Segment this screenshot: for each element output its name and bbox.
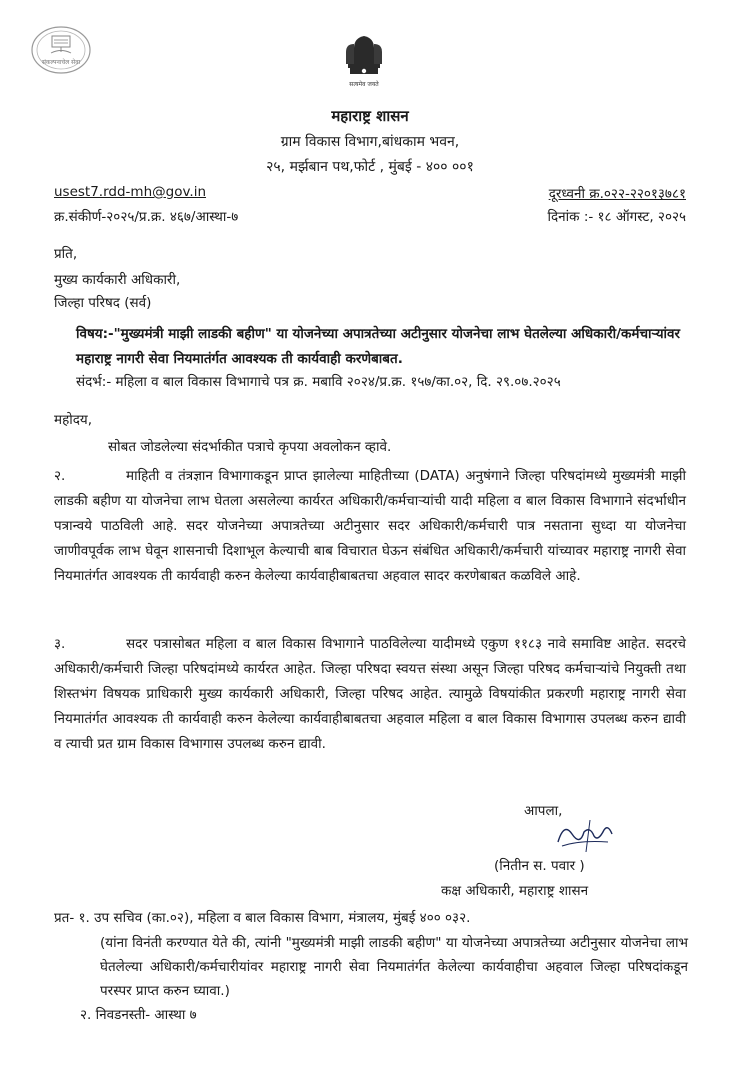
signature-image <box>550 812 620 860</box>
national-emblem-icon <box>336 30 392 92</box>
logo-left-text: संकल्पनाचेल सेवा <box>41 59 81 66</box>
paragraph-2-number: २. <box>54 468 66 484</box>
closing-yours: आपला, <box>524 803 563 819</box>
signatory-name: (नितीन स. पवार ) <box>494 858 585 874</box>
paragraph-2-text: माहिती व तंत्रज्ञान विभागाकडून प्राप्त झालेल्या माहितीच्या (DATA) अनुषंगाने जिल्हा परिषदांमध्ये मुख्यमंत्री माझी लाडकी बहीण या योजनेचा लाभ घेतला असलेल्या कार्यरत अधिकारी/कर्मचाऱ्यांची यादी महिला व बाल विकास विभागाने संदर्भाधीन पत्रान्वये पाठविली आहे. सदर योजनेच्या अपात्रतेच्या अटीनुसार सदर अधिकारी/कर्मचारी पात्र नसताना सुध्दा या योजनेचा जाणीवपूर्वक लाभ घेवून शासनाची दिशाभूल केल्याची बाब विचारात घेऊन संबंधित अधिकारी/कर्मचारी यांच्यावर महाराष्ट्र नागरी सेवा नियमातंर्गत आवश्यक ती कार्यवाही करुन केलेल्या कार्यवाहीबाबतचा अहवाल सादर करणेबाबत कळविले आहे. <box>54 468 686 584</box>
letterhead-title: महाराष्ट्र शासन <box>331 107 409 125</box>
copy-to-1-note: (यांना विनंती करण्यात येते की, त्यांनी "मुख्यमंत्री माझी लाडकी बहीण" या योजनेच्या अपात्रतेच्या अटीनुसार योजनेचा लाभ घेतलेल्या अधिकारी/कर्मचारीयांवर महाराष्ट्र नागरी सेवा नियमातंर्गत केलेल्या कार्यवाहीचा अहवाल जिल्हा परिषदांकडून परस्पर प्राप्त करुन घ्यावा.) <box>100 935 688 999</box>
paragraph-1: सोबत जोडलेल्या संदर्भाकीत पत्राचे कृपया अवलोकन व्हावे. <box>108 439 392 455</box>
copy-to-1: प्रत- १. उप सचिव (का.०२), महिला व बाल विकास विभाग, मंत्रालय, मुंबई ४०० ०३२. <box>54 910 471 926</box>
letterhead-department: ग्राम विकास विभाग,बांधकाम भवन, <box>280 134 460 150</box>
phone-number: दूरध्वनी क्र.०२२-२२०१३७८१ <box>548 186 686 202</box>
addressee-line-1: मुख्य कार्यकारी अधिकारी, <box>54 272 181 288</box>
paragraph-3-text: सदर पत्रासोबत महिला व बाल विकास विभागाने पाठविलेल्या यादीमध्ये एकुण ११८३ नावे समाविष्ट आहेत. सदरचे अधिकारी/कर्मचारी जिल्हा परिषदांमध्ये कार्यरत आहेत. जिल्हा परिषदा स्वयत्त संस्था असून जिल्हा परिषद कर्मचाऱ्यांचे नियुक्ती तथा शिस्तभंग विषयक प्राधिकारी मुख्य कार्यकारी अधिकारी, जिल्हा परिषद आहेत. त्यामुळे विषयांकीत प्रकरणी महाराष्ट्र नागरी सेवा नियमातंर्गत आवश्यक ती कार्यवाही करुन केलेल्या कार्यवाहीबाबतचा अहवाल महिला व बाल विकास विभागास उपलब्ध करुन द्यावी व त्याची प्रत ग्राम विकास विभागास उपलब्ध करुन द्यावी. <box>54 636 686 752</box>
paragraph-2 <box>54 464 686 589</box>
letter-date: दिनांक :- १८ ऑगस्ट, २०२५ <box>547 209 686 225</box>
paragraph-3-number: ३. <box>54 636 66 652</box>
addressee-line-2: जिल्हा परिषद (सर्व) <box>54 295 152 311</box>
reference-number: क्र.संकीर्ण-२०२५/प्र.क्र. ४६७/आस्था-७ <box>54 209 239 225</box>
letter-reference: संदर्भ:- महिला व बाल विकास विभागाचे पत्र क्र. मबावि २०२४/प्र.क्र. १५७/का.०२, दि. २९.०७.२०२५ <box>76 374 561 390</box>
emblem-motto: सत्यमेव जयते <box>349 81 379 88</box>
salutation: महोदय, <box>54 412 93 428</box>
signatory-designation: कक्ष अधिकारी, महाराष्ट्र शासन <box>441 883 589 899</box>
email-link[interactable]: usest7.rdd-mh@gov.in <box>54 184 207 200</box>
letter-subject: विषय:-"मुख्यमंत्री माझी लाडकी बहीण" या योजनेच्या अपात्रतेच्या अटीनुसार योजनेचा लाभ घेतलेल्या अधिकारी/कर्मचाऱ्यांवर महाराष्ट्र नागरी सेवा नियमातंर्गत आवश्यक ती कार्यवाही करणेबाबत. <box>76 326 681 367</box>
copy-to-2: २. निवडनस्ती- आस्था ७ <box>80 1007 197 1023</box>
letterhead-address: २५, मर्झबान पथ,फोर्ट , मुंबई - ४०० ००१ <box>266 159 474 175</box>
government-seal-logo <box>30 25 92 75</box>
addressee-prefix: प्रति, <box>54 246 78 262</box>
paragraph-3 <box>54 632 686 757</box>
